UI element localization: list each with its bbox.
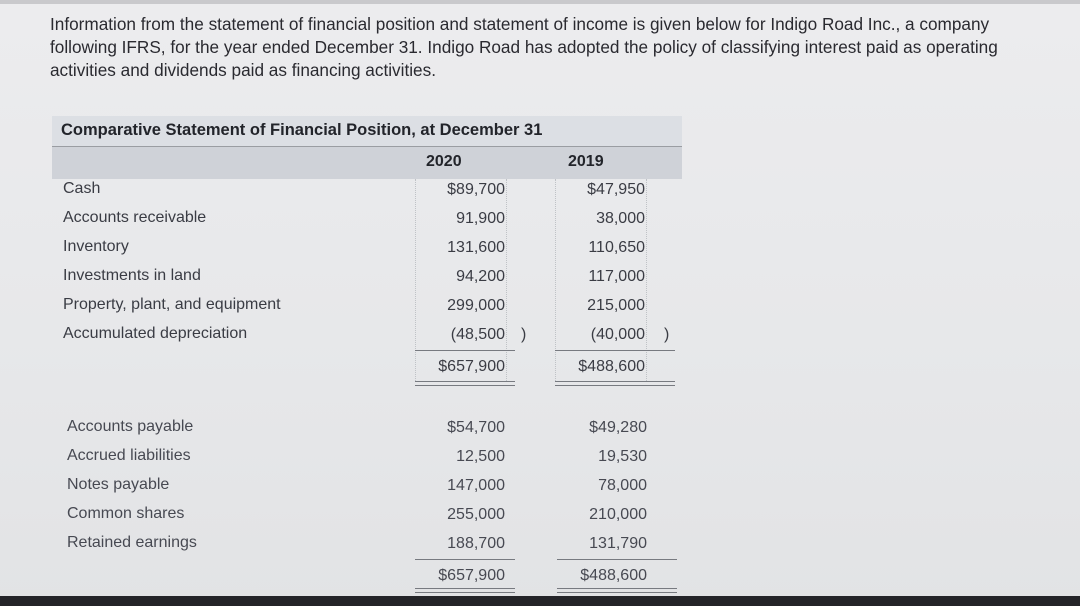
row-label: Cash <box>63 180 101 197</box>
table-row <box>56 502 686 528</box>
liabilities-total-2019: $488,600 <box>580 567 647 584</box>
value-2019: 19,530 <box>598 448 647 465</box>
row-label: Accrued liabilities <box>67 447 191 464</box>
table-row <box>52 264 682 290</box>
row-label: Investments in land <box>63 267 201 284</box>
table-row <box>52 322 682 348</box>
table-row <box>56 415 686 441</box>
table-row <box>52 206 682 232</box>
row-label: Notes payable <box>67 476 170 493</box>
row-label: Common shares <box>67 505 185 522</box>
value-2020: $89,700 <box>447 181 505 198</box>
double-rule-2019 <box>555 381 675 386</box>
value-2019: 110,650 <box>588 239 645 256</box>
value-2019: 210,000 <box>589 506 647 523</box>
value-2019: 78,000 <box>598 477 647 494</box>
value-2020: (48,500 <box>450 326 505 343</box>
value-2020: 147,000 <box>447 477 505 494</box>
value-2019: 215,000 <box>587 297 645 314</box>
year-2020-header: 2020 <box>426 153 462 170</box>
table-row <box>56 473 686 499</box>
row-label: Retained earnings <box>67 534 197 551</box>
row-label: Accounts payable <box>67 418 194 435</box>
value-2020: 131,600 <box>447 239 505 256</box>
value-2019: 131,790 <box>589 535 647 552</box>
table-title-bar <box>52 116 682 147</box>
table-row <box>56 531 686 557</box>
total-rule-2019 <box>555 350 675 351</box>
double-rule-2020 <box>415 381 515 386</box>
table-row <box>52 235 682 261</box>
liab-total-rule-2020 <box>415 559 515 560</box>
row-label: Property, plant, and equipment <box>63 296 281 313</box>
value-2019: $47,950 <box>587 181 645 198</box>
row-label: Accumulated depreciation <box>63 325 248 342</box>
value-2020: 91,900 <box>456 210 505 227</box>
table-title: Comparative Statement of Financial Position, at December 31 <box>61 121 543 139</box>
year-2019-header: 2019 <box>568 153 604 170</box>
value-2019: 38,000 <box>596 210 645 227</box>
close-paren-2020: ) <box>521 326 527 343</box>
close-paren-2019: ) <box>664 326 670 343</box>
table-row <box>56 444 686 470</box>
value-2019: 117,000 <box>588 268 645 285</box>
value-2020: 188,700 <box>447 535 505 552</box>
value-2020: 255,000 <box>447 506 505 523</box>
table-row <box>52 293 682 319</box>
value-2019: $49,280 <box>589 419 647 436</box>
assets-total-2019: $488,600 <box>578 358 645 375</box>
liab-double-rule-2019 <box>557 588 677 593</box>
liabilities-total-row <box>56 563 686 589</box>
bottom-edge <box>0 596 1080 606</box>
row-label: Accounts receivable <box>63 209 207 226</box>
liab-total-rule-2019 <box>557 559 677 560</box>
total-rule-2020 <box>415 350 515 351</box>
value-2020: 299,000 <box>447 297 505 314</box>
value-2020: 12,500 <box>456 448 505 465</box>
table-row <box>52 177 682 203</box>
intro-paragraph: Information from the statement of financial position and statement of income is given below for Indigo Road Inc., a company following IFRS, for the year ended December 31. Indigo Road has adopted the policy of classifying interest paid as operating activities and dividends paid as financing activities. <box>50 14 998 80</box>
top-edge <box>0 0 1080 4</box>
liab-double-rule-2020 <box>415 588 515 593</box>
year-header-row <box>52 147 682 179</box>
liabilities-total-2020: $657,900 <box>438 567 505 584</box>
value-2020: $54,700 <box>447 419 505 436</box>
assets-total-row <box>52 354 682 380</box>
row-label: Inventory <box>63 238 129 255</box>
value-2019: (40,000 <box>590 326 645 343</box>
value-2020: 94,200 <box>456 268 505 285</box>
assets-total-2020: $657,900 <box>438 358 505 375</box>
